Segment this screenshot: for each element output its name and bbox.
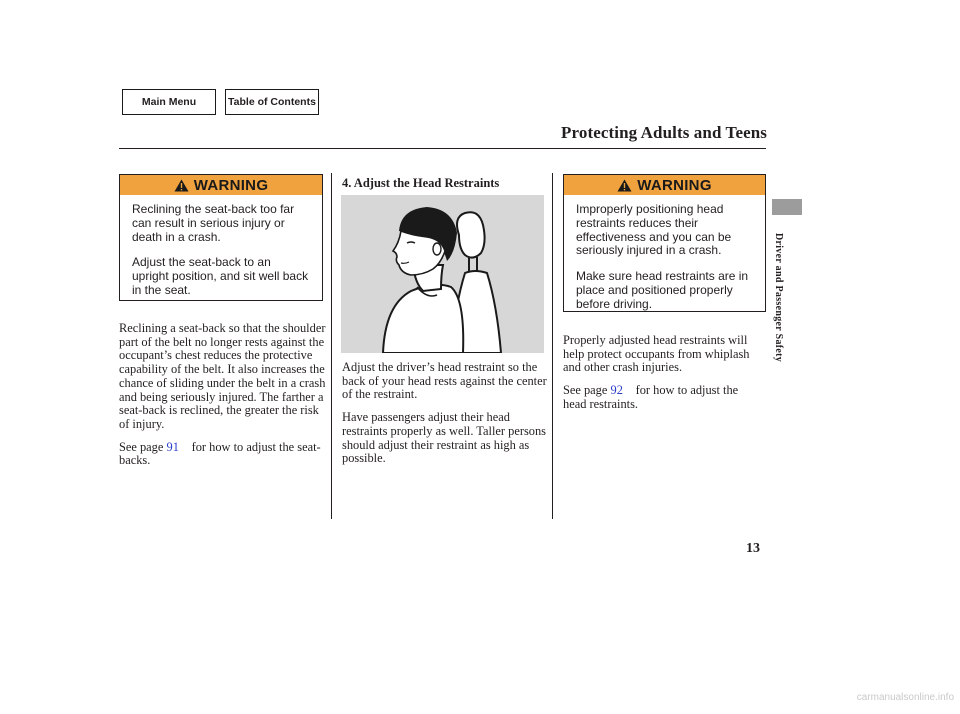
side-section-label (770, 230, 788, 365)
warning-box-left (119, 174, 323, 301)
page-link-92[interactable]: 92 (610, 383, 623, 398)
right-column-text (563, 334, 763, 421)
middle-column-text (342, 361, 547, 475)
side-section-text: Driver and Passenger Safety (773, 232, 785, 363)
see-page-prefix: See page (563, 383, 608, 398)
see-page-prefix: See page (119, 439, 164, 454)
table-of-contents-button[interactable]: Table of Contents (225, 89, 319, 115)
see-page-line (119, 441, 327, 468)
head-restraint-illustration (341, 195, 544, 353)
driver-head-restraint-icon (341, 195, 544, 353)
body-paragraph: Adjust the driver’s head restraint so the back of your head rests against the center of the restraint. (342, 360, 547, 402)
left-column-text (119, 322, 327, 477)
warning-text: Reclining the seat-back too far can result in serious injury or death in a crash. (132, 202, 295, 244)
section-tab-marker (772, 199, 802, 215)
column-divider-left (331, 173, 332, 519)
body-paragraph: Properly adjusted head restraints will help protect occupants from whiplash and other crash injuries. (563, 333, 750, 375)
warning-text: Improperly positioning head restraints reduces their effectiveness and you can be seriously injured in a crash. (576, 202, 732, 258)
section-heading: 4. Adjust the Head Restraints (342, 176, 500, 190)
warning-label: WARNING (193, 176, 269, 194)
body-paragraph: Reclining a seat-back so that the shoulder part of the belt no longer rests against the occupant’s chest reduces the protective capability of the belt. It also increases the chance of sliding under the belt in a crash and being seriously injured. The farther a seat-back is reclined, the greater the risk of injury. (119, 321, 326, 431)
warning-text: Make sure head restraints are in place and positioned properly before driving. (576, 269, 749, 311)
warning-text: Adjust the seat-back to an upright position, and sit well back in the seat. (132, 255, 309, 297)
warning-triangle-icon (617, 179, 632, 192)
body-paragraph: Have passengers adjust their head restraints properly as well. Taller persons should adjust their restraint as high as possible. (342, 410, 546, 466)
warning-triangle-icon (174, 179, 189, 192)
warning-label: WARNING (637, 176, 712, 194)
warning-box-right (563, 174, 766, 312)
header-rule (119, 148, 766, 149)
main-menu-button[interactable]: Main Menu (122, 89, 216, 115)
page-number: 13 (746, 541, 760, 556)
warning-header (120, 175, 322, 195)
page-title: Protecting Adults and Teens (561, 123, 767, 142)
column-divider-right (552, 173, 553, 519)
see-page-line (563, 384, 763, 411)
footer-watermark: carmanualsonline.info (856, 692, 954, 703)
see-page-suffix: for how to adjust the seat-backs. (119, 439, 321, 468)
warning-header (564, 175, 765, 195)
see-page-suffix: for how to adjust the head restraints. (563, 383, 739, 411)
page-link-91[interactable]: 91 (166, 439, 179, 454)
